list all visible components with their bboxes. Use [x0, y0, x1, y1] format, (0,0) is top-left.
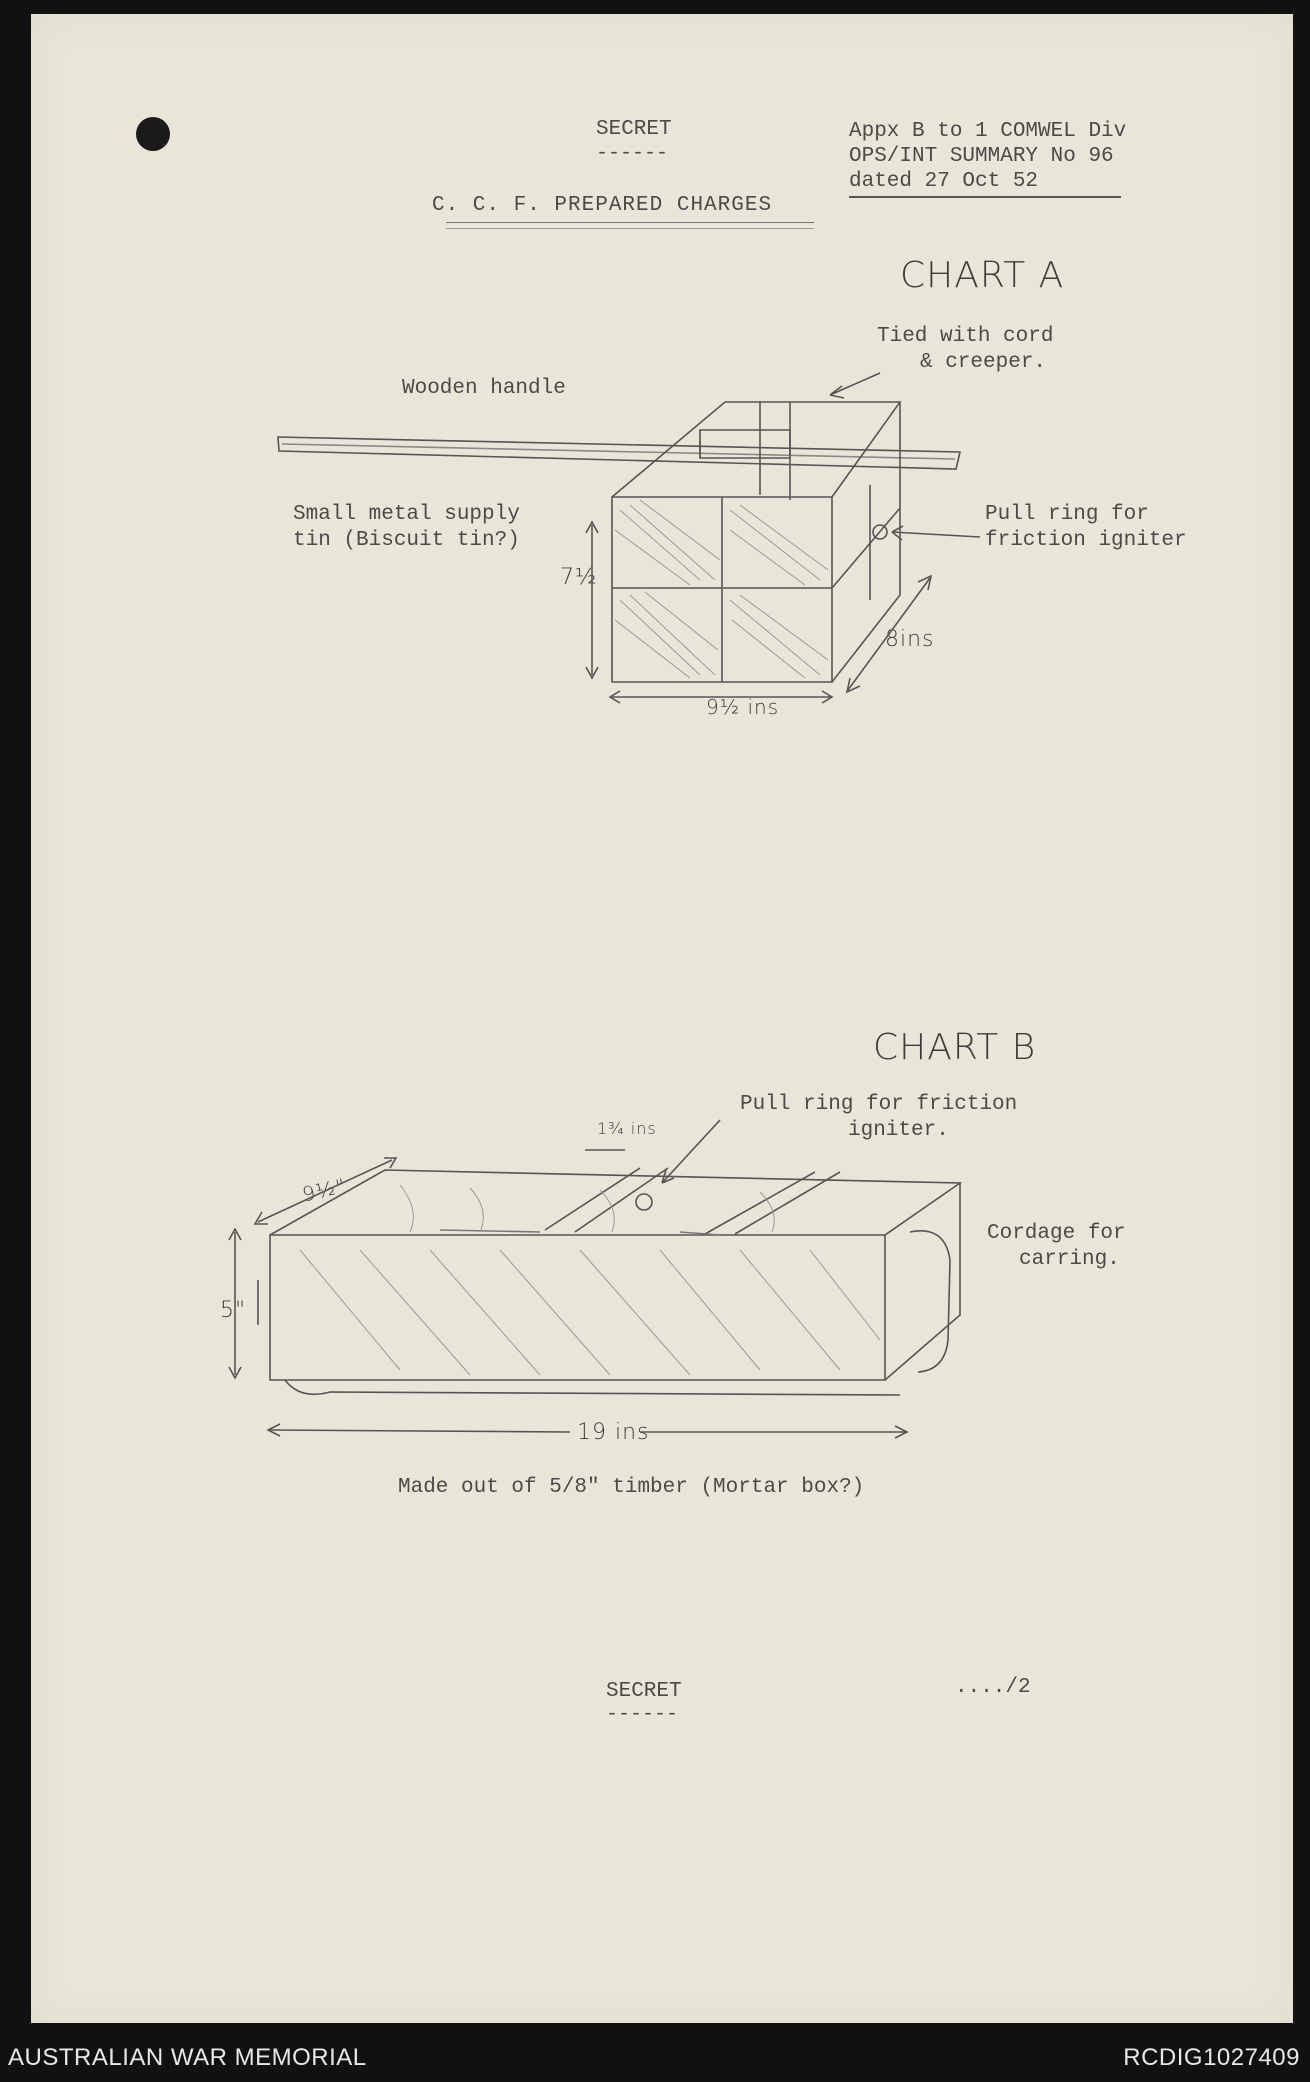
appendix-line-3: dated 27 Oct 52: [849, 170, 1039, 193]
chart-b-dim-slot: 1¾ ins: [597, 1119, 657, 1138]
archive-footer-bar: [0, 2023, 1310, 2082]
chart-b-heading: CHART B: [873, 1027, 1037, 1068]
chart-a-label-tied: Tied with cord: [877, 325, 1054, 348]
chart-b-label-ring-2: igniter.: [848, 1119, 949, 1142]
chart-a-label-ring-1: Pull ring for: [985, 503, 1149, 526]
chart-a-wooden-handle: [278, 437, 960, 469]
chart-b-dim-height: 5": [220, 1298, 247, 1323]
page-continuation-marker: ..../2: [955, 1676, 1031, 1699]
chart-a-label-handle: Wooden handle: [402, 377, 566, 400]
chart-a-tin-drawing: [612, 402, 900, 682]
chart-a-label-tin-2: tin (Biscuit tin?): [293, 529, 520, 552]
chart-b-caption: Made out of 5/8" timber (Mortar box?): [398, 1476, 865, 1499]
chart-b-dim-depth: 9½": [299, 1173, 349, 1207]
archive-footer-right: RCDIG1027409: [1123, 2044, 1300, 2071]
chart-a-dim-depth: 8ins: [885, 627, 935, 652]
chart-a-label-tied-2: & creeper.: [920, 351, 1047, 374]
chart-a-heading: CHART A: [900, 255, 1065, 296]
document-title: C. C. F. PREPARED CHARGES: [432, 194, 773, 217]
chart-a-dim-height: 7½: [560, 565, 598, 590]
appendix-line-2: OPS/INT SUMMARY No 96: [849, 145, 1114, 168]
chart-a-label-tin-1: Small metal supply: [293, 503, 520, 526]
classification-top-underline: ------: [596, 142, 669, 165]
chart-a-label-ring-2: friction igniter: [985, 529, 1187, 552]
classification-bottom: SECRET: [606, 1680, 682, 1703]
classification-top: SECRET: [596, 118, 672, 141]
chart-a-dim-width: 9½ ins: [706, 695, 780, 719]
appendix-line-1: Appx B to 1 COMWEL Div: [849, 120, 1127, 143]
chart-b-label-ring-1: Pull ring for friction: [740, 1093, 1018, 1116]
archive-footer-left: AUSTRALIAN WAR MEMORIAL: [8, 2044, 367, 2071]
chart-b-box-drawing: [258, 1168, 960, 1395]
classification-bottom-underline: ------: [606, 1703, 679, 1726]
chart-b-dim-length: 19 ins: [577, 1420, 650, 1445]
chart-b-label-cord-1: Cordage for: [987, 1222, 1126, 1245]
chart-b-label-cord-2: carring.: [1019, 1248, 1120, 1271]
